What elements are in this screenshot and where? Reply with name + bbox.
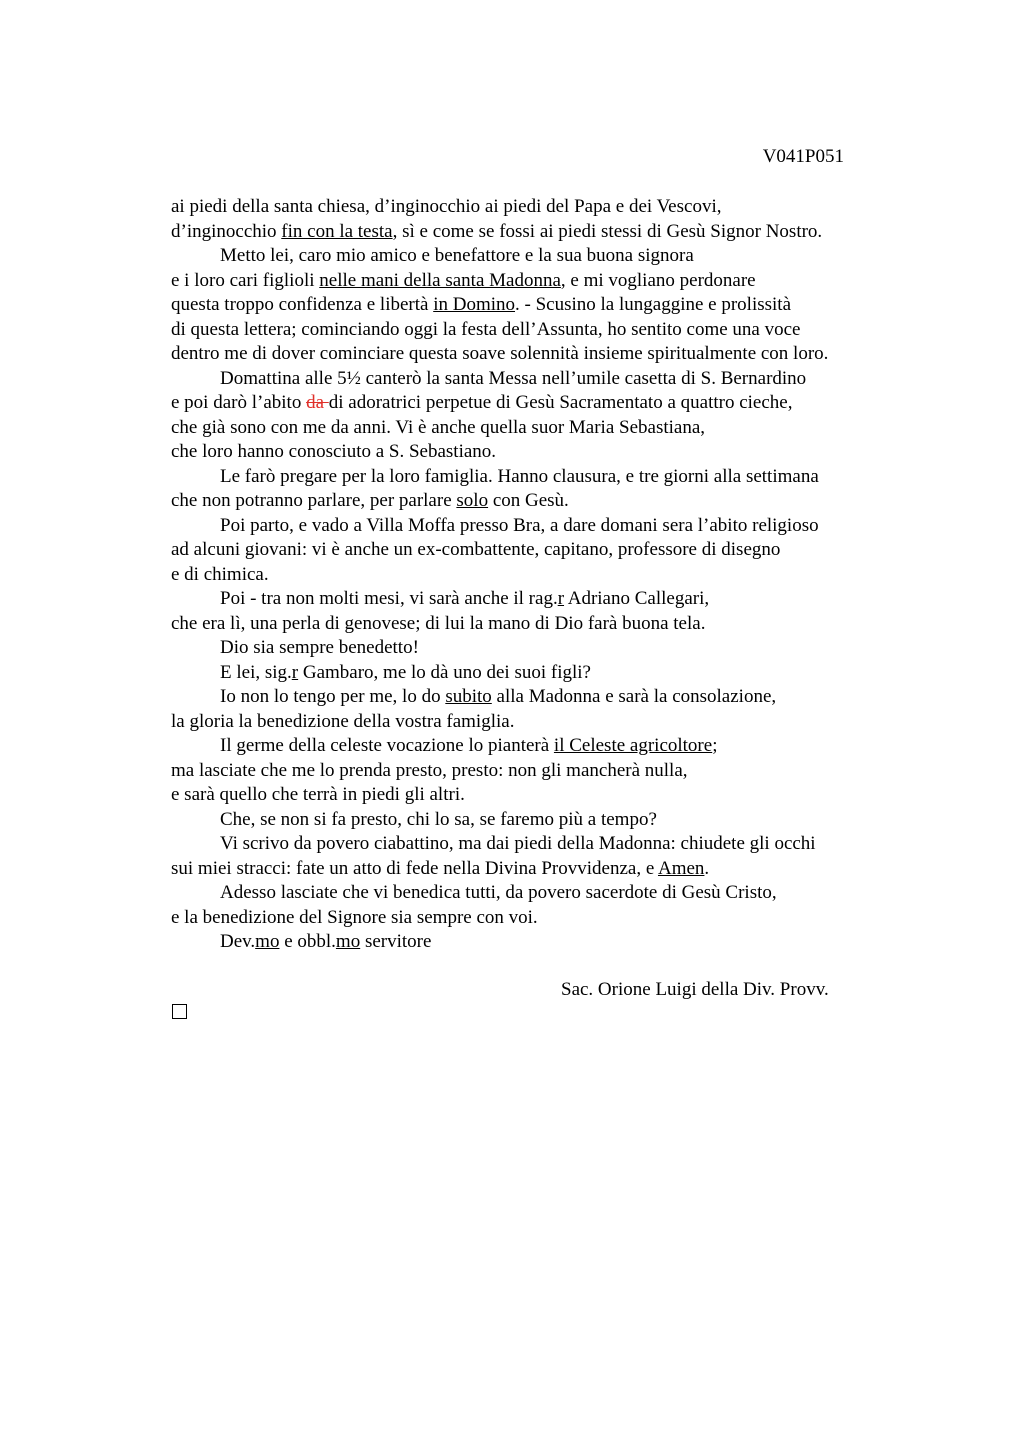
text-run: Dev. (220, 931, 256, 952)
text-line (171, 906, 931, 931)
text-line (171, 391, 931, 416)
text-run: e i loro cari figlioli (171, 269, 320, 291)
paragraph-start-line (171, 244, 931, 269)
text-run: che era lì, una perla di genovese; di lui la mano di Dio farà buona tela. (171, 612, 706, 634)
text-run: alla Madonna e sarà la consolazione, (491, 686, 777, 707)
underlined-text: subito (445, 686, 492, 707)
text-run: Le farò pregare per la loro famiglia. Hanno clausura, e tre giorni alla settimana (220, 465, 819, 487)
underlined-text: mo (335, 931, 361, 952)
paragraph-start-line (171, 636, 931, 661)
paragraph-start-line (171, 734, 931, 759)
paragraph-start-line (171, 685, 931, 710)
text-run: ma lasciate che me lo prenda presto, presto: non gli mancherà nulla, (171, 759, 688, 781)
text-line (171, 220, 931, 245)
text-run: Adesso lasciate che vi benedica tutti, da povero sacerdote di Gesù Cristo, (220, 882, 777, 903)
text-line (171, 563, 931, 588)
text-line (171, 857, 931, 882)
text-run: di adoratrici perpetue di Gesù Sacramentato a quattro cieche, (328, 392, 793, 413)
paragraph-start-line (171, 514, 931, 539)
text-run: dentro me di dover cominciare questa soave solennità insieme spiritualmente con loro. (171, 343, 829, 364)
text-run: . - Scusino la lungaggine e prolissità (515, 294, 791, 315)
paragraph-start-line (171, 930, 931, 955)
text-run: Il germe della celeste vocazione lo pianterà (220, 735, 554, 756)
text-run: d’inginocchio (171, 220, 282, 242)
text-line (171, 416, 931, 441)
paragraph-start-line (171, 808, 931, 833)
underlined-text: r (557, 588, 565, 609)
signature-line: Sac. Orione Luigi della Div. Provv. (561, 979, 829, 1000)
text-line (171, 195, 931, 220)
text-run: , sì e come se fossi ai piedi stessi di Gesù Signor Nostro. (392, 220, 823, 242)
text-run: e sarà quello che terrà in piedi gli altri. (171, 784, 465, 805)
text-run: e la benedizione del Signore sia sempre con voi. (171, 906, 538, 928)
deleted-text: da (306, 392, 329, 413)
page-code: V041P051 (762, 146, 844, 167)
text-run: Io non lo tengo per me, lo do (220, 686, 446, 707)
text-run: Che, se non si fa presto, chi lo sa, se faremo più a tempo? (220, 808, 657, 830)
text-run: che loro hanno conosciuto a S. Sebastiano. (171, 441, 497, 462)
text-run: . (704, 857, 710, 879)
text-line (171, 293, 931, 318)
text-run: Adriano Callegari, (564, 588, 710, 609)
text-run: di questa lettera; cominciando oggi la festa dell’Assunta, ho sentito come una voce (171, 318, 801, 340)
underlined-text: in Domino (433, 294, 516, 315)
text-line (171, 489, 931, 514)
text-run: e poi darò l’abito (171, 392, 307, 413)
underlined-text: il Celeste agricoltore (553, 735, 713, 756)
text-run: con Gesù. (488, 490, 569, 511)
text-run: servitore (360, 931, 432, 952)
paragraph-start-line (171, 661, 931, 686)
underlined-text: Amen (657, 857, 705, 879)
text-run: Poi parto, e vado a Villa Moffa presso Bra, a dare domani sera l’abito religioso (220, 514, 819, 536)
text-line (171, 783, 931, 808)
text-run: e obbl. (279, 931, 336, 952)
paragraph-start-line (171, 881, 931, 906)
paragraph-start-line (171, 465, 931, 490)
text-run: che già sono con me da anni. Vi è anche quella suor Maria Sebastiana, (171, 416, 706, 438)
underlined-text: mo (255, 931, 280, 952)
text-run: , e mi vogliano perdonare (560, 269, 756, 291)
text-run: ai piedi della santa chiesa, d’inginocchio ai piedi del Papa e dei Vescovi, (171, 196, 722, 217)
text-run: Metto lei, caro mio amico e benefattore e la sua buona signora (220, 245, 694, 266)
text-run: Dio sia sempre benedetto! (220, 637, 419, 658)
text-line (171, 269, 931, 294)
paragraph-start-line (171, 832, 931, 857)
text-run: sui miei stracci: fate un atto di fede nella Divina Provvidenza, e (171, 857, 658, 879)
text-line (171, 342, 931, 367)
text-line (171, 538, 931, 563)
text-run: E lei, sig. (220, 661, 292, 683)
text-line (171, 710, 931, 735)
text-run: Gambaro, me lo dà uno dei suoi figli? (298, 661, 591, 683)
text-run: la gloria la benedizione della vostra famiglia. (171, 710, 515, 732)
underlined-text: fin con la testa (281, 220, 393, 242)
underlined-text: nelle mani della santa Madonna (319, 269, 561, 291)
text-line (171, 612, 931, 637)
text-run: che non potranno parlare, per parlare (171, 490, 457, 511)
text-line (171, 440, 931, 465)
text-run: ; (712, 735, 718, 756)
text-line (171, 759, 931, 784)
text-line (171, 318, 931, 343)
text-run: questa troppo confidenza e libertà (171, 294, 434, 315)
text-run: ad alcuni giovani: vi è anche un ex-combattente, capitano, professore di disegno (171, 539, 781, 560)
text-run: Poi - tra non molti mesi, vi sarà anche il rag. (220, 588, 558, 609)
text-run: Vi scrivo da povero ciabattino, ma dai piedi della Madonna: chiudete gli occhi (220, 833, 816, 854)
paragraph-start-line (171, 587, 931, 612)
paragraph-start-line (171, 367, 931, 392)
underlined-text: solo (456, 490, 489, 511)
letter-body (171, 195, 931, 955)
underlined-text: r (291, 661, 299, 683)
text-run: e di chimica. (171, 563, 269, 585)
square-box-icon (172, 1004, 187, 1019)
text-run: Domattina alle 5½ canterò la santa Messa nell’umile casetta di S. Bernardino (220, 367, 807, 389)
